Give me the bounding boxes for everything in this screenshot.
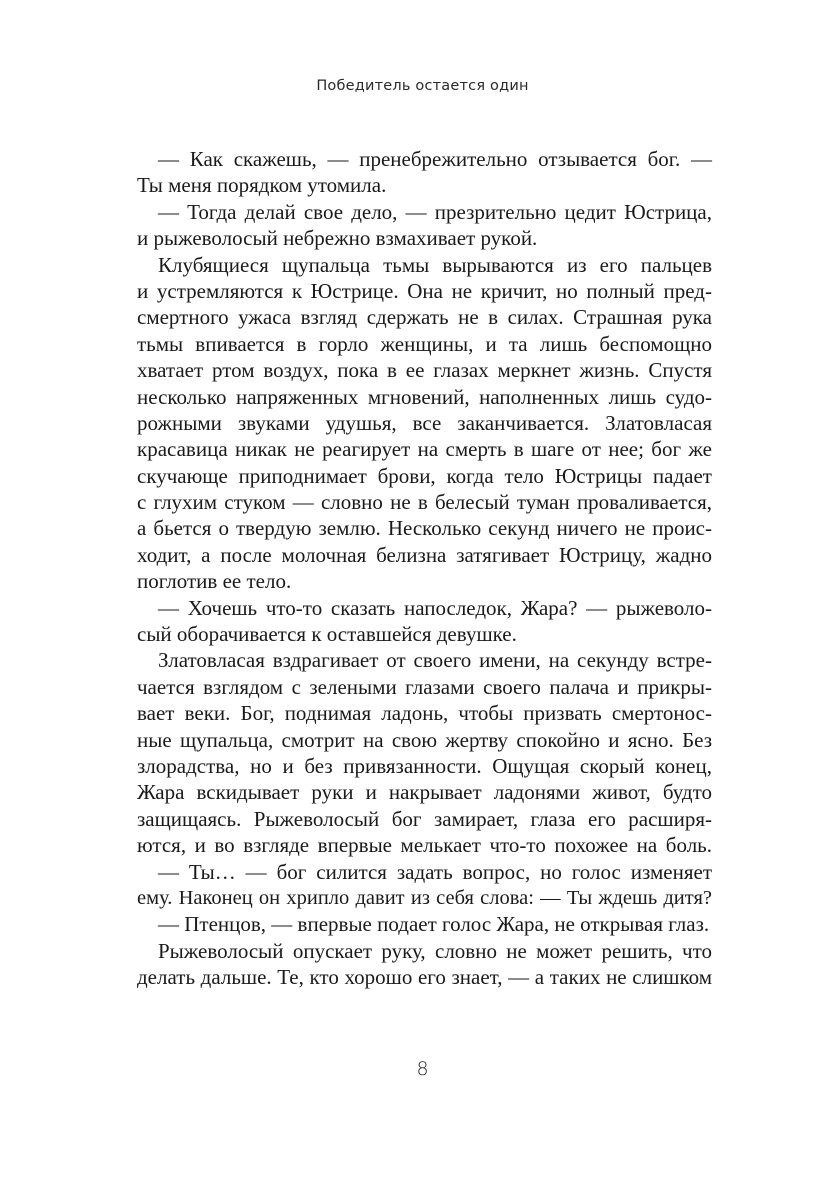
- text-line: смертного ужаса взгляд сдержать не в силах. Страшная рука: [137, 305, 712, 330]
- text-line: красавица никак не реагирует на смерть в шаге от нее; бог же: [137, 437, 712, 462]
- text-line: ные щупальца, смотрит на свою жертву спокойно и ясно. Без: [137, 727, 712, 752]
- text-line: — Хочешь что-то сказать напоследок, Жара? — рыжеволо-: [158, 595, 712, 620]
- text-line: Златовласая вздрагивает от своего имени, на секунду встре-: [158, 648, 712, 673]
- page-number: 8: [416, 1058, 429, 1080]
- text-line: и устремляются к Юстрице. Она не кричит, но полный пред-: [137, 278, 712, 303]
- text-line: — Ты… — бог силится задать вопрос, но голос изменяет: [158, 859, 712, 884]
- text-line: рожными звуками удушья, все заканчивается. Златовласая: [137, 410, 712, 435]
- text-line: защищаясь. Рыжеволосый бог замирает, глаза его расширя-: [137, 806, 712, 831]
- text-line: Клубящиеся щупальца тьмы вырываются из его пальцев: [158, 252, 712, 277]
- text-line: делать дальше. Те, кто хорошо его знает, — а таких не слишком: [137, 965, 712, 990]
- text-line: ходит, а после молочная белизна затягивает Юстрицу, жадно: [137, 542, 712, 567]
- text-line: с глухим стуком — словно не в белесый туман проваливается,: [137, 490, 712, 515]
- body-text: [137, 146, 712, 991]
- text-line: — Как скажешь, — пренебрежительно отзывается бог. —: [158, 147, 712, 171]
- text-line: ему. Наконец он хрипло давит из себя слова: — Ты ждешь дитя?: [137, 886, 712, 909]
- text-line: Ты меня порядком утомила.: [137, 173, 387, 198]
- text-line: а бьется о твердую землю. Несколько секунд ничего не проис-: [137, 516, 712, 541]
- text-line: злорадства, но и без привязанности. Ощущая скорый конец,: [137, 753, 712, 778]
- text-line: ются, и во взгляде впервые мелькает что-то похожее на боль.: [137, 833, 712, 858]
- text-line: скучающе приподнимает брови, когда тело Юстрицы падает: [137, 463, 712, 488]
- text-line: хватает ртом воздух, пока в ее глазах меркнет жизнь. Спустя: [137, 358, 712, 383]
- text-line: тьмы впивается в горло женщины, и та лишь беспомощно: [137, 331, 712, 356]
- text-line: Рыжеволосый опускает руку, словно не может решить, что: [158, 938, 712, 963]
- text-line: Жара вскидывает руки и накрывает ладонями живот, будто: [137, 780, 712, 805]
- text-line: и рыжеволосый небрежно взмахивает рукой.: [137, 226, 538, 251]
- text-line: чается взглядом с зелеными глазами своего палача и прикры-: [137, 674, 712, 699]
- text-line: — Птенцов, — впервые подает голос Жара, не открывая глаз.: [158, 912, 710, 937]
- text-line: поглотив ее тело.: [137, 569, 292, 594]
- text-line: — Тогда делай свое дело, — презрительно цедит Юстрица,: [158, 199, 712, 224]
- text-line: вает веки. Бог, поднимая ладонь, чтобы призвать смертонос-: [137, 701, 712, 726]
- text-line: сый оборачивается к оставшейся девушке.: [137, 622, 517, 647]
- text-line: несколько напряженных мгновений, наполненных лишь судо-: [137, 384, 712, 409]
- running-header: Победитель остается один: [316, 78, 529, 94]
